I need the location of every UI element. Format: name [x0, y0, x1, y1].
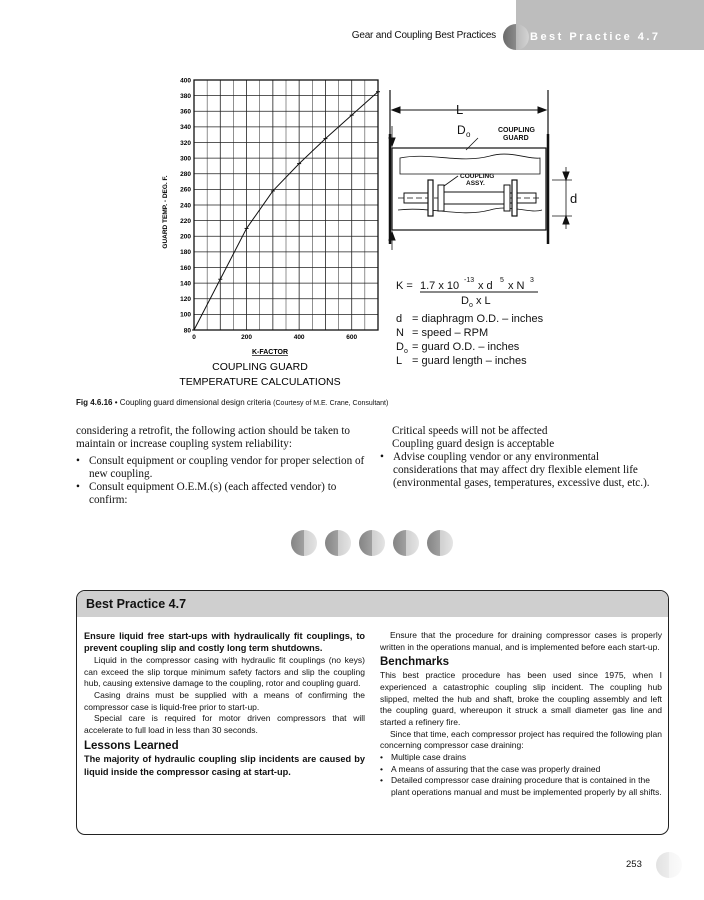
formula-tail: x N	[508, 280, 525, 292]
svg-text:= diaphragm O.D. – inches: = diaphragm O.D. – inches	[412, 313, 544, 325]
list-item: • A means of assuring that the case was properly drained	[380, 764, 662, 776]
box-paragraph: Since that time, each compressor project has required the following plan concerning compressor case draining:	[380, 728, 662, 751]
legend-item	[396, 355, 527, 367]
box-paragraph: Liquid in the compressor casing with hydraulic fit couplings (no keys) can exceed the slip torque minimum safety factors and slip the coupling hub, causing extensive damage to the coupling, rotor and coupling guard.	[84, 654, 365, 689]
list-item: • Detailed compressor case draining procedure that is contained in the plant operations manual and must be implemented properly by all shifts.	[380, 775, 662, 798]
divider-circle-icon	[325, 530, 351, 556]
x-tick-label: 200	[241, 334, 253, 341]
figure-caption: Fig 4.6.16 • Coupling guard dimensional design criteria (Courtesy of M.E. Crane, Consultant)	[76, 398, 389, 407]
y-tick-label: 200	[180, 233, 191, 241]
box-lead: Ensure liquid free start-ups with hydraulically fit couplings, to prevent coupling slip and costly long term shutdowns.	[84, 631, 365, 654]
divider-circle-icon	[291, 530, 317, 556]
benchmarks-heading: Benchmarks	[380, 656, 450, 669]
action-list	[76, 455, 368, 507]
y-tick-label: 100	[180, 311, 191, 319]
lessons-learned-text: The majority of hydraulic coupling slip incidents are caused by liquid inside the compressor casing at start-up.	[84, 754, 365, 777]
y-tick-label: 260	[180, 186, 191, 194]
svg-text:= guard O.D. – inches: = guard O.D. – inches	[412, 341, 520, 353]
list-item: • Advise coupling vendor or any environmental considerations that may affect dry flexible element life (environmental gases, temperatures, excessive dust, etc.).	[380, 451, 650, 490]
y-tick-label: 80	[183, 327, 191, 335]
list-item: • Multiple case drains	[380, 752, 662, 764]
y-tick-label: 240	[180, 202, 191, 210]
body-column-right	[380, 425, 650, 490]
y-tick-label: 360	[180, 108, 191, 116]
y-axis-label: GUARD TEMP. - DEG. F.	[162, 175, 169, 249]
formula-den-tail: x L	[476, 295, 491, 307]
page-circle-icon	[656, 852, 682, 878]
divider-circle-icon	[359, 530, 385, 556]
x-tick-label: 0	[192, 334, 196, 341]
svg-text:o: o	[404, 348, 408, 355]
svg-text:d: d	[396, 313, 403, 325]
header-circle-icon	[503, 24, 529, 50]
x-axis-label: K-FACTOR	[251, 349, 289, 356]
y-tick-label: 160	[180, 264, 191, 272]
intro-paragraph: considering a retrofit, the following action should be taken to maintain or increase coupling system reliability:	[76, 425, 351, 450]
list-item: • Consult equipment or coupling vendor for proper selection of new coupling.	[76, 455, 368, 481]
label-L: L	[456, 102, 464, 117]
label-Do-sub: o	[466, 130, 471, 139]
lessons-learned-heading: Lessons Learned	[84, 739, 179, 752]
box-column-right	[380, 630, 662, 799]
section-divider	[291, 530, 461, 556]
y-tick-label: 280	[180, 171, 191, 179]
draining-plan-list	[380, 752, 662, 799]
k-factor-formula	[396, 277, 538, 309]
caption-text: Coupling guard dimensional design criteria	[119, 398, 271, 407]
label-coupling-assy-1: COUPLING	[460, 173, 495, 180]
formula-den-main: D	[461, 295, 469, 307]
box-paragraph: Special care is required for motor driven compressors that will accelerate to full load in less than 30 seconds.	[84, 713, 365, 736]
x-tick-label: 400	[293, 334, 305, 341]
box-column-left	[84, 630, 365, 778]
legend-item	[396, 313, 544, 325]
formula-exp2: 5	[500, 277, 504, 284]
y-tick-label: 320	[180, 139, 191, 147]
y-tick-label: 300	[180, 155, 191, 163]
list-item: • Consult equipment O.E.M.(s) (each affected vendor) to confirm:	[76, 481, 368, 507]
sub-item: Critical speeds will not be affected	[392, 425, 548, 437]
legend-item	[396, 327, 488, 339]
x-tick-label: 600	[346, 334, 358, 341]
y-tick-label: 400	[180, 77, 191, 85]
figure-4-6-16	[160, 72, 580, 392]
label-d: d	[570, 191, 578, 206]
coupling-guard-diagram	[389, 90, 572, 250]
svg-text:= guard length – inches: = guard length – inches	[412, 355, 527, 367]
formula-numerator: 1.7 x 10	[420, 280, 460, 292]
running-title: Gear and Coupling Best Practices	[351, 30, 496, 41]
label-Do: D	[457, 123, 466, 137]
formula-mid: x d	[478, 280, 493, 292]
formula-den-sub: o	[469, 302, 473, 309]
box-paragraph: Casing drains must be supplied with a means of confirming the compressor case is liquid-free prior to start-up.	[84, 689, 365, 712]
sub-item: Coupling guard design is acceptable	[392, 438, 555, 450]
divider-circle-icon	[427, 530, 453, 556]
legend-item	[396, 341, 520, 355]
divider-circle-icon	[393, 530, 419, 556]
svg-text:D: D	[396, 341, 404, 353]
y-tick-label: 380	[180, 92, 191, 100]
chart-title-line1: COUPLING GUARD	[212, 361, 308, 373]
best-practice-tab-label: Best Practice 4.7	[530, 31, 661, 43]
y-tick-label: 220	[180, 217, 191, 225]
formula-exp1: -13	[464, 277, 475, 284]
svg-text:N: N	[396, 327, 404, 339]
y-tick-label: 140	[180, 280, 191, 288]
formula-legend	[396, 313, 544, 367]
box-paragraph: Ensure that the procedure for draining compressor cases is properly written in the operations manual, and is implemented before each start-up.	[380, 630, 662, 652]
advise-list	[380, 451, 650, 490]
label-coupling-guard-2: GUARD	[503, 135, 529, 142]
svg-text:= speed – RPM: = speed – RPM	[412, 327, 489, 339]
formula-exp3: 3	[530, 277, 534, 284]
caption-label: Fig 4.6.16	[76, 398, 113, 407]
svg-text:L: L	[396, 355, 403, 367]
label-coupling-guard-1: COUPLING	[498, 127, 535, 134]
y-tick-label: 180	[180, 249, 191, 257]
chart-title-line2: TEMPERATURE CALCULATIONS	[179, 376, 341, 388]
body-column-left	[76, 425, 368, 507]
y-tick-label: 120	[180, 296, 191, 304]
y-tick-label: 340	[180, 124, 191, 132]
label-coupling-assy-2: ASSY.	[466, 180, 485, 187]
box-paragraph: This best practice procedure has been used since 1975, when I experienced a catastrophic coupling slip incident. The coupling hub slipped, melted the hub and shaft, broke the coupling assembly and left the coupling guard, whereupon it struck a small diameter gas line and started a refinery fire.	[380, 670, 662, 727]
page-number: 253	[626, 859, 642, 870]
box-title: Best Practice 4.7	[86, 597, 187, 611]
formula-lhs: K =	[396, 280, 413, 292]
caption-credit: (Courtesy of M.E. Crane, Consultant)	[273, 400, 389, 407]
guard-temperature-chart	[162, 77, 380, 388]
